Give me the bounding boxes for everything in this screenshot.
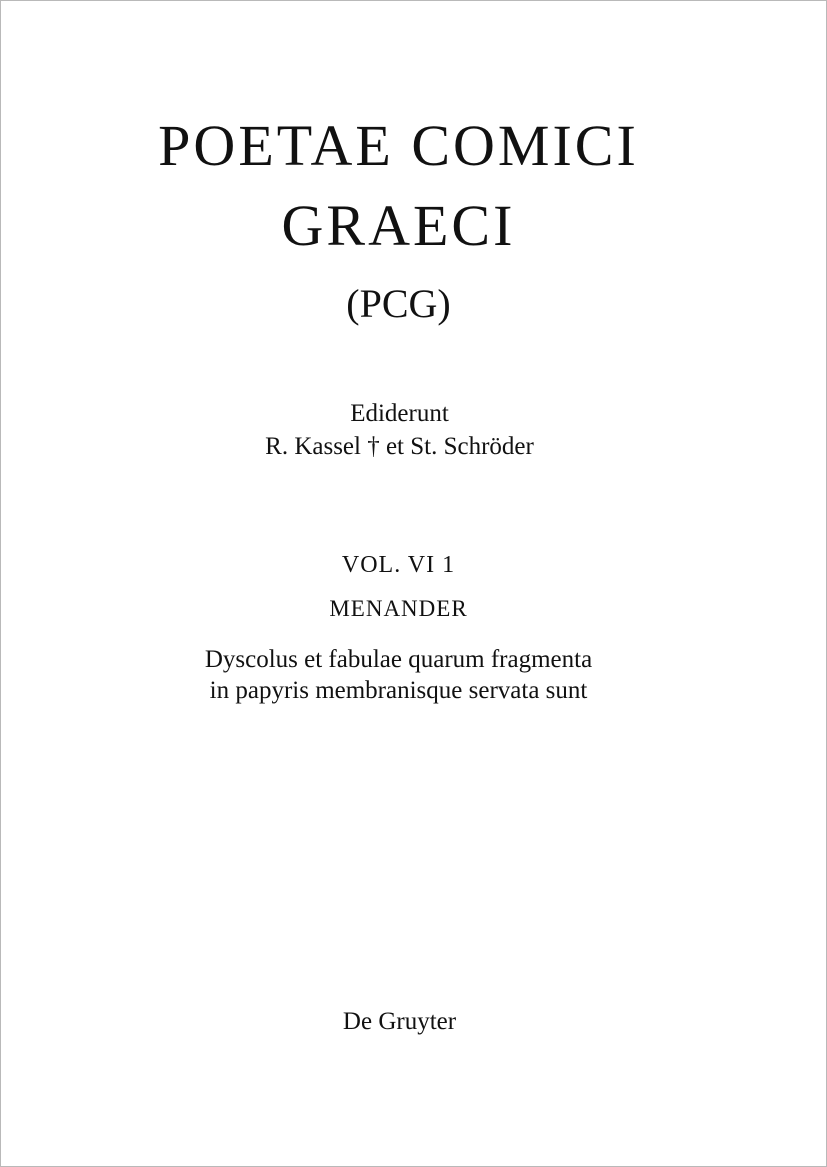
author-name: MENANDER [329,596,468,621]
book-title-line-1: POETAE COMICI [158,113,639,178]
volume-subtitle-line-2: in papyris membranisque servata sunt [209,677,588,704]
publisher-name: De Gruyter [342,1008,457,1035]
edited-by-label: Ediderunt [350,400,449,427]
volume-subtitle-line-1: Dyscolus et fabulae quarum fragmenta [204,646,593,673]
book-title-line-2: GRAECI [281,193,516,258]
book-title-abbreviation: (PCG) [346,281,451,326]
volume-label: VOL. VI 1 [341,552,456,578]
editors-names: R. Kassel † et St. Schröder [265,433,534,460]
